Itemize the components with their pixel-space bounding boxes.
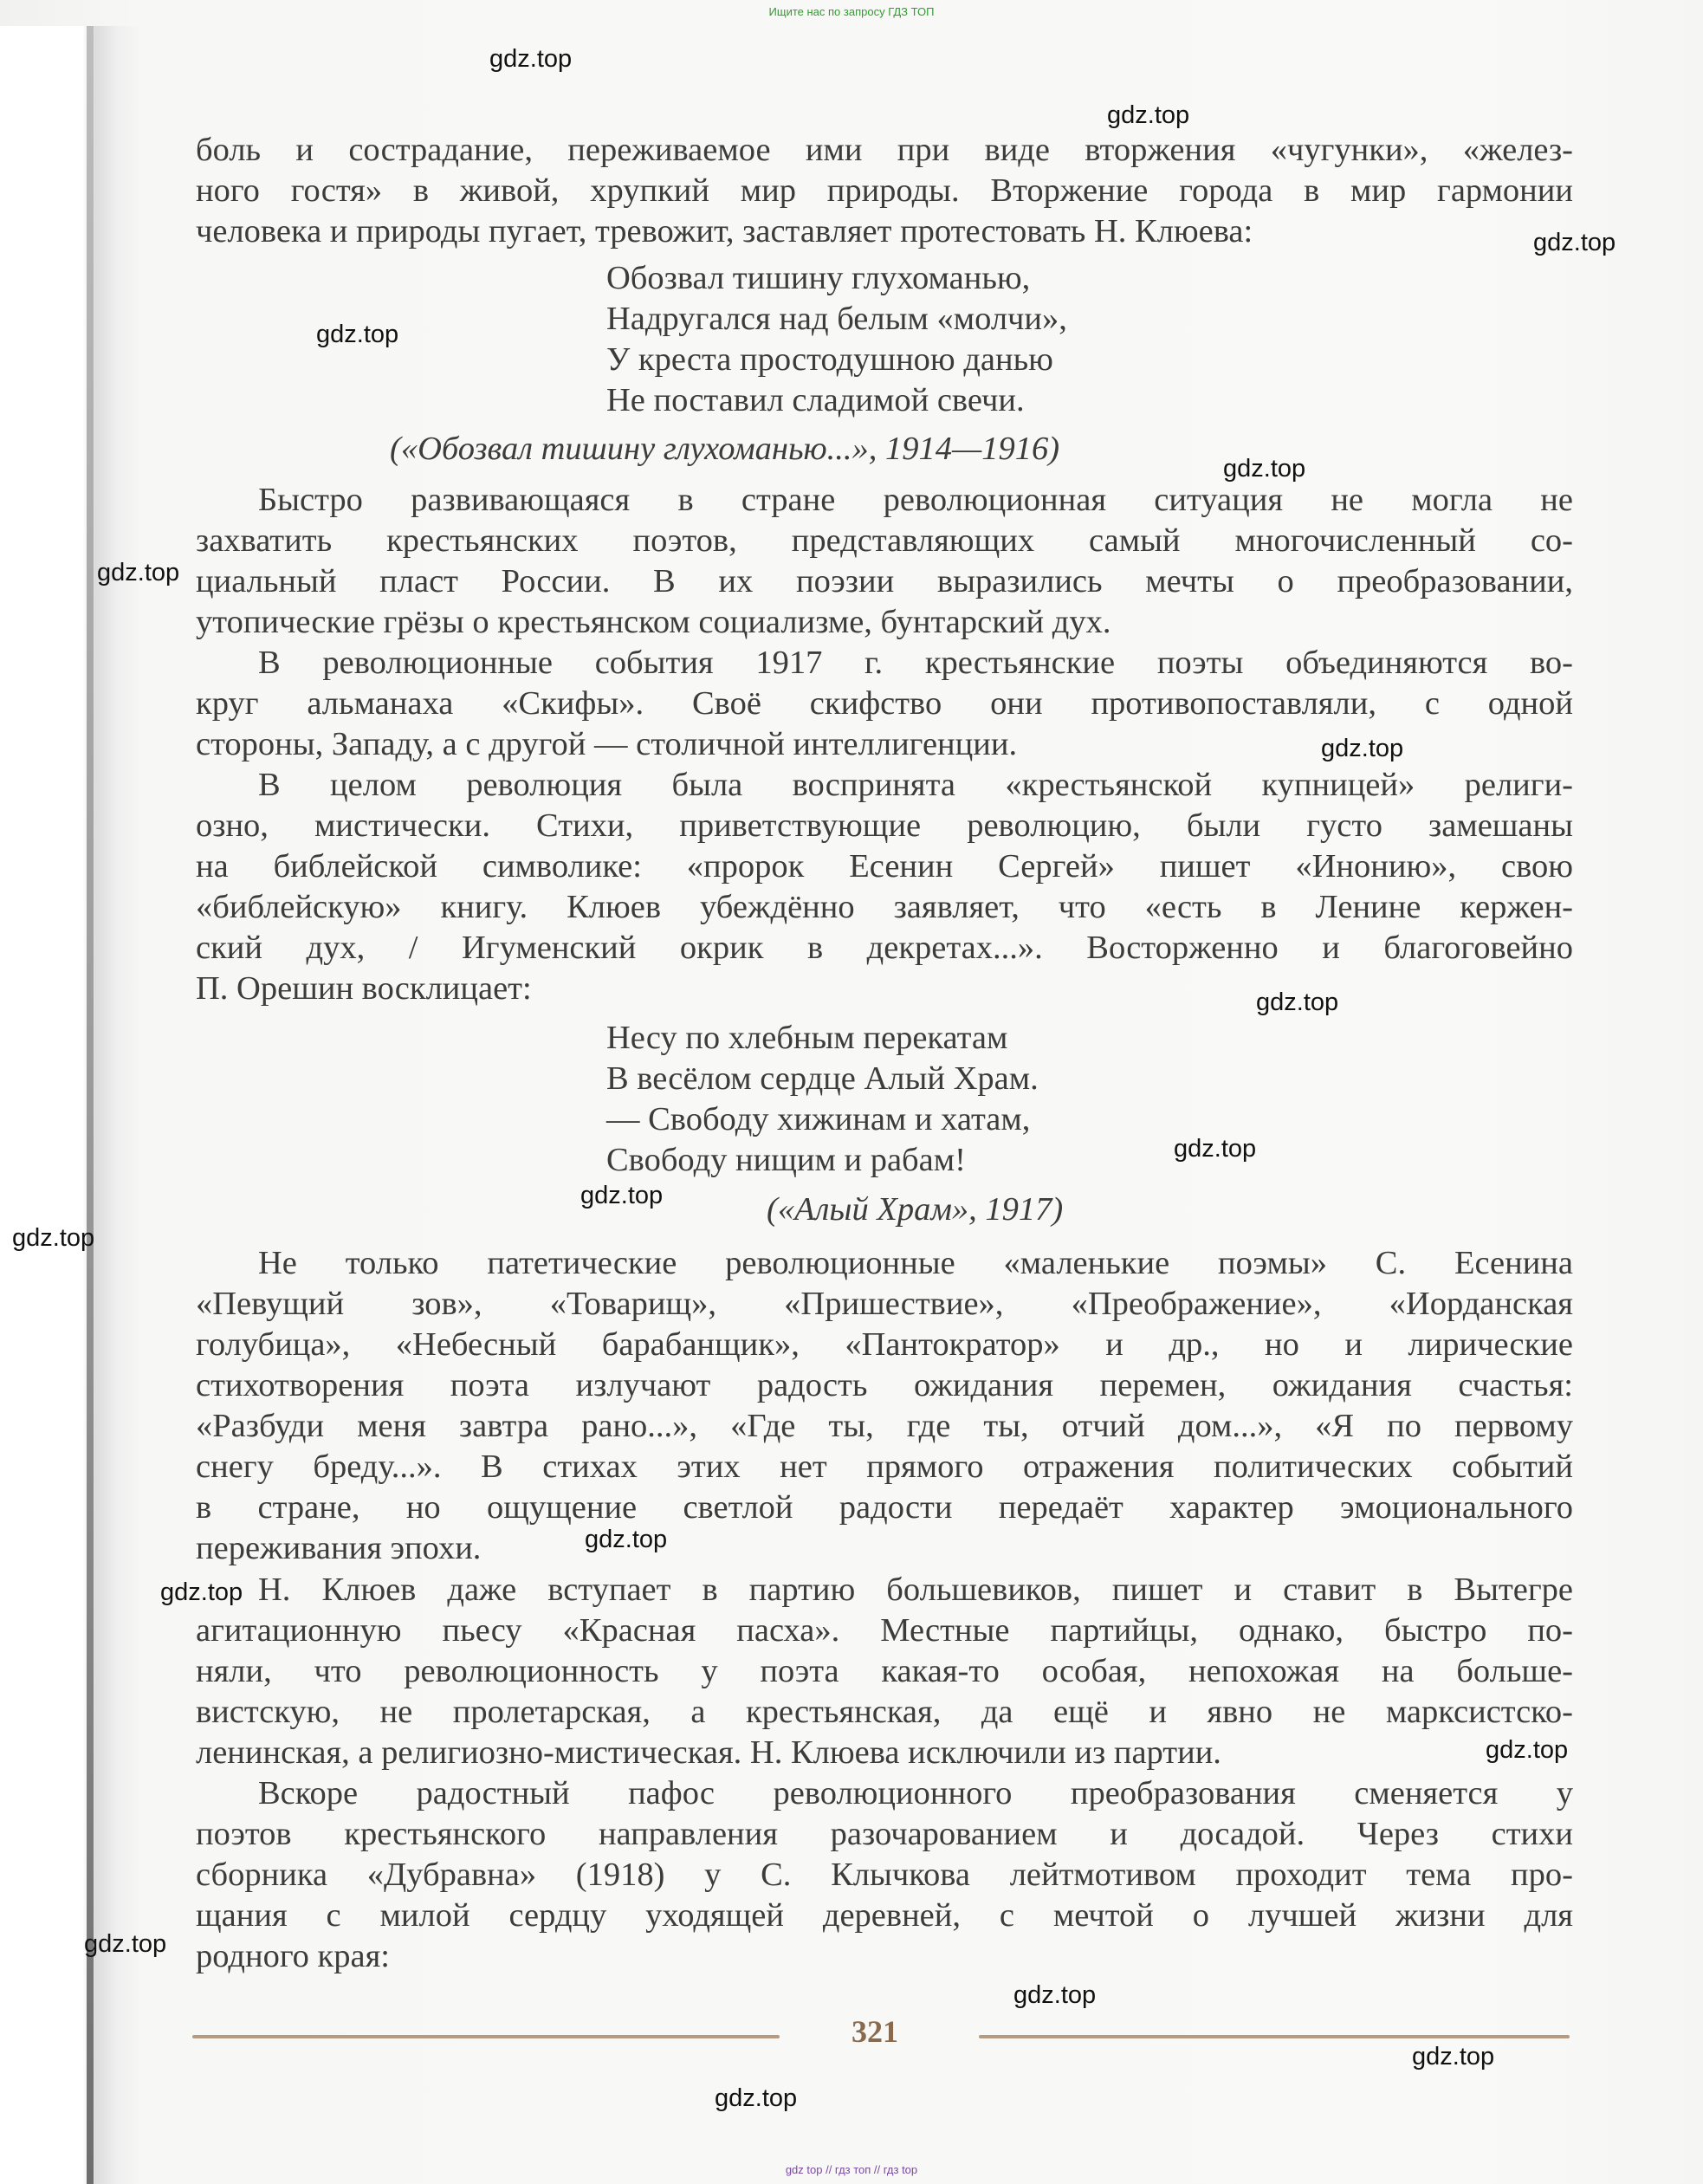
text-line: переживания эпохи. <box>196 1530 482 1566</box>
verse-line: Обозвал тишину глухоманью, <box>606 260 1031 296</box>
watermark: gdz.top <box>1256 988 1339 1016</box>
watermark: gdz.top <box>489 45 573 73</box>
text-line: Вскоре радостный пафос революционного преобразования сменяется у <box>258 1775 1573 1811</box>
header-link[interactable]: Ищите нас по запросу ГДЗ ТОП <box>768 5 935 18</box>
text-line: стихотворения поэта излучают радость ожидания перемен, ожидания счастья: <box>196 1367 1573 1403</box>
text-line: поэтов крестьянского направления разочарованием и досадой. Через стихи <box>196 1816 1573 1852</box>
text-line: ский дух, / Игуменский окрик в декретах...». Восторженно и благоговейно <box>196 930 1573 966</box>
poem-2-source: («Алый Храм», 1917) <box>767 1191 1064 1228</box>
text-line: человека и природы пугает, тревожит, заставляет протестовать Н. Клюева: <box>196 213 1253 250</box>
text-line: Не только патетические революционные «маленькие поэмы» С. Есенина <box>258 1245 1573 1281</box>
watermark: gdz.top <box>585 1526 668 1553</box>
paragraph-2 <box>196 480 1573 643</box>
text-line: П. Орешин восклицает: <box>196 970 532 1007</box>
text-line: «библейскую» книгу. Клюев убеждённо заявляет, что «есть в Ленине кержен- <box>196 889 1573 925</box>
verse-line: Не поставил сладимой свечи. <box>606 382 1025 418</box>
watermark: gdz.top <box>1013 1981 1097 2009</box>
watermark: gdz.top <box>12 1224 95 1252</box>
paragraph-5 <box>196 1243 1573 1569</box>
book-spine <box>0 26 139 2184</box>
verse-line: Свободу нищим и рабам! <box>606 1142 966 1178</box>
footer-rule-right <box>979 2035 1570 2038</box>
text-line: голубица», «Небесный барабанщик», «Пантократор» и др., но и лирические <box>196 1326 1573 1363</box>
text-line: щания с милой сердцу уходящей деревней, с мечтой о лучшей жизни для <box>196 1897 1573 1934</box>
watermark: gdz.top <box>1486 1736 1569 1764</box>
watermark: gdz.top <box>715 2084 798 2112</box>
watermark: gdz.top <box>1321 735 1404 762</box>
paragraph-7 <box>196 1773 1573 1977</box>
watermark: gdz.top <box>84 1930 167 1958</box>
text-line: боль и сострадание, переживаемое ими при виде вторжения «чугунки», «желез- <box>196 132 1573 168</box>
text-line: В революционные события 1917 г. крестьянские поэты объединяются во- <box>258 645 1573 681</box>
verse-line: — Свободу хижинам и хатам, <box>606 1101 1031 1137</box>
text-line: циальный пласт России. В их поэзии выразились мечты о преобразовании, <box>196 563 1573 599</box>
watermark: gdz.top <box>160 1578 243 1606</box>
verse-line: В весёлом сердце Алый Храм. <box>606 1060 1039 1097</box>
watermark: gdz.top <box>97 559 180 587</box>
spine-shadow <box>87 26 94 2184</box>
text-line: «Разбуди меня завтра рано...», «Где ты, где ты, отчий дом...», «Я по первому <box>196 1408 1573 1444</box>
watermark: gdz.top <box>1412 2043 1495 2071</box>
watermark: gdz.top <box>1107 101 1190 129</box>
poem-1-source: («Обозвал тишину глухоманью...», 1914—1916) <box>390 431 1060 467</box>
watermark: gdz.top <box>316 321 399 348</box>
page-number: 321 <box>852 2014 898 2049</box>
text-line: озно, мистически. Стихи, приветствующие революцию, были густо замешаны <box>196 807 1573 844</box>
paragraph-4 <box>196 765 1573 1009</box>
text-line: утопические грёзы о крестьянском социализме, бунтарский дух. <box>196 604 1111 640</box>
verse-line: У креста простодушною данью <box>606 341 1053 378</box>
footer-link[interactable]: gdz top // гдз топ // гдз top <box>785 2163 918 2176</box>
poem-1 <box>606 258 1067 421</box>
verse-line: Несу по хлебным перекатам <box>606 1020 1008 1056</box>
text-line: Н. Клюев даже вступает в партию большевиков, пишет и ставит в Вытегре <box>258 1572 1573 1608</box>
text-line: в стране, но ощущение светлой радости передаёт характер эмоционального <box>196 1489 1573 1526</box>
text-line: Быстро развивающаяся в стране революционная ситуация не могла не <box>258 482 1573 518</box>
text-line: ного гостя» в живой, хрупкий мир природы. Вторжение города в мир гармонии <box>196 172 1573 209</box>
poem-2 <box>606 1018 1039 1181</box>
verse-line: Надругался над белым «молчи», <box>606 301 1067 337</box>
text-line: вистскую, не пролетарская, а крестьянская, да ещё и явно не марксистско- <box>196 1694 1573 1730</box>
watermark: gdz.top <box>580 1182 664 1209</box>
text-line: «Певущий зов», «Товарищ», «Пришествие», «Преображение», «Иорданская <box>196 1286 1573 1322</box>
text-line: В целом революция была воспринята «крестьянской купницей» религи- <box>258 767 1573 803</box>
watermark: gdz.top <box>1223 455 1306 483</box>
text-line: захватить крестьянских поэтов, представляющих самый многочисленный со- <box>196 522 1573 559</box>
text-line: круг альманаха «Скифы». Своё скифство они противопоставляли, с одной <box>196 685 1573 722</box>
text-line: няли, что революционность у поэта какая-то особая, непохожая на больше- <box>196 1653 1573 1689</box>
text-line: сборника «Дубравна» (1918) у С. Клычкова лейтмотивом проходит тема про- <box>196 1857 1573 1893</box>
text-line: на библейской символике: «пророк Есенин Сергей» пишет «Инонию», свою <box>196 848 1573 885</box>
footer-rule-left <box>192 2035 780 2038</box>
watermark: gdz.top <box>1174 1135 1257 1163</box>
text-line: снегу бреду...». В стихах этих нет прямого отражения политических событий <box>196 1448 1573 1485</box>
paragraph-6 <box>196 1570 1573 1773</box>
text-line: агитационную пьесу «Красная пасха». Местные партийцы, однако, быстро по- <box>196 1612 1573 1649</box>
text-line: стороны, Западу, а с другой — столичной интеллигенции. <box>196 726 1018 762</box>
paragraph-1 <box>196 130 1573 252</box>
text-line: ленинская, а религиозно-мистическая. Н. Клюева исключили из партии. <box>196 1734 1221 1771</box>
watermark: gdz.top <box>1533 229 1616 256</box>
text-line: родного края: <box>196 1938 390 1974</box>
